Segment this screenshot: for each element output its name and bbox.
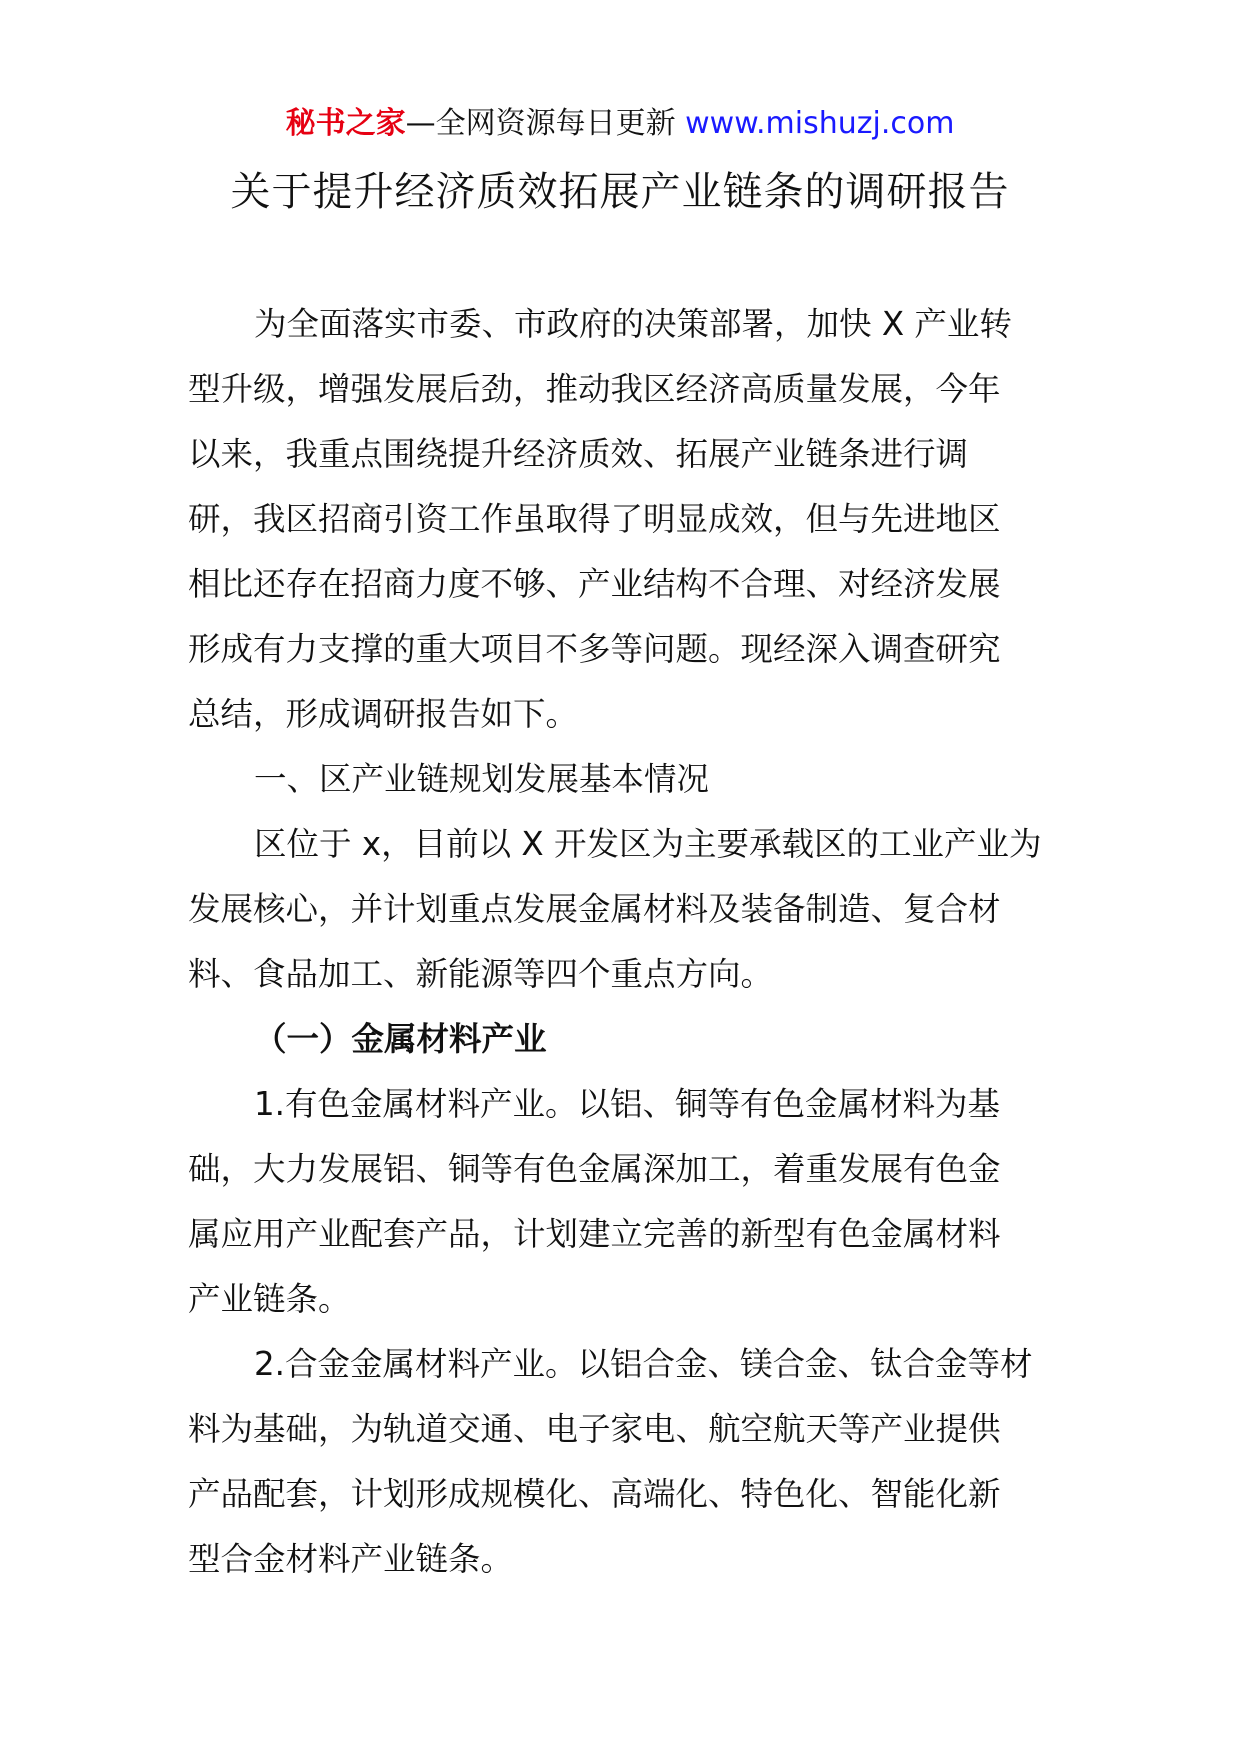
paragraph-line: 料、食品加工、新能源等四个重点方向。 (188, 955, 774, 993)
document-body (188, 292, 1054, 1592)
paragraph-line: 型合金材料产业链条。 (188, 1540, 514, 1578)
paragraph-line: 产品配套，计划形成规模化、高端化、特色化、智能化新 (188, 1475, 1001, 1513)
paragraph-line: 1.有色金属材料产业。以铝、铜等有色金属材料为基 (254, 1085, 1001, 1123)
subsection-heading: （一）金属材料产业 (254, 1020, 547, 1058)
header-tagline: —全网资源每日更新 (405, 106, 676, 141)
paragraph-line: 区位于 x，目前以 X 开发区为主要承载区的工业产业为 (254, 825, 1042, 863)
paragraph-line: 形成有力支撑的重大项目不多等问题。现经深入调查研究 (188, 630, 1001, 668)
paragraph-line: 产业链条。 (188, 1280, 351, 1318)
paragraph-line: 料为基础，为轨道交通、电子家电、航空航天等产业提供 (188, 1410, 1001, 1448)
paragraph-line: 为全面落实市委、市政府的决策部署，加快 X 产业转 (254, 305, 1012, 343)
paragraph-line: 发展核心，并计划重点发展金属材料及装备制造、复合材 (188, 890, 1001, 928)
brand-name: 秘书之家 (285, 106, 406, 141)
section-heading: 一、区产业链规划发展基本情况 (254, 760, 710, 798)
paragraph-line: 总结，形成调研报告如下。 (188, 695, 579, 733)
site-header (0, 104, 1240, 144)
paragraph-line: 属应用产业配套产品，计划建立完善的新型有色金属材料 (188, 1215, 1001, 1253)
paragraph-line: 以来，我重点围绕提升经济质效、拓展产业链条进行调 (188, 435, 969, 473)
paragraph-line: 研，我区招商引资工作虽取得了明显成效，但与先进地区 (188, 500, 1001, 538)
document-title: 关于提升经济质效拓展产业链条的调研报告 (230, 169, 1010, 215)
paragraph-line: 相比还存在招商力度不够、产业结构不合理、对经济发展 (188, 565, 1001, 603)
site-url-link[interactable]: www.mishuzj.com (685, 106, 955, 141)
paragraph-line: 础，大力发展铝、铜等有色金属深加工，着重发展有色金 (188, 1150, 1001, 1188)
paragraph-line: 2.合金金属材料产业。以铝合金、镁合金、钛合金等材 (254, 1345, 1033, 1383)
paragraph-line: 型升级，增强发展后劲，推动我区经济高质量发展，今年 (188, 370, 1001, 408)
